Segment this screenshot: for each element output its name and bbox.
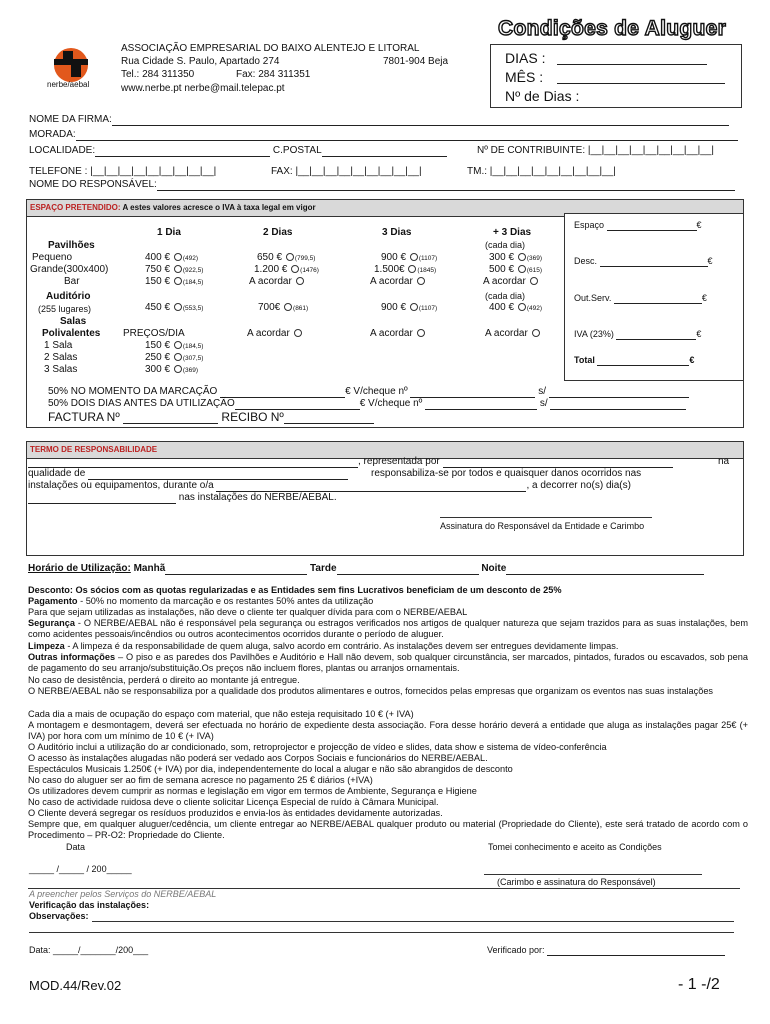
option-radio[interactable] <box>294 329 302 337</box>
summary-out: Out.Serv. € <box>574 293 707 303</box>
locality-label: LOCALIDADE: <box>29 145 96 156</box>
address-row <box>29 129 738 141</box>
postcode-field[interactable] <box>322 146 447 157</box>
firm-field[interactable] <box>112 115 729 126</box>
summary-total: Total € <box>574 355 695 365</box>
locality-row <box>29 145 447 157</box>
observations-line-1[interactable] <box>92 921 734 922</box>
cond-text: O acesso às instalações alugadas não poderá ser vedado aos Corpos Sociais e funcionários do NERBE/AEBAL. <box>28 753 488 763</box>
services-date[interactable]: Data: _____/_______/200___ <box>29 945 149 955</box>
option-radio[interactable] <box>286 253 294 261</box>
cond-text: Sempre que, em qualquer aluguer/cedência, um cliente entregar ao NERBE/AEBAL qualquer produto ou material (Propriedade do Cliente), este será tratado de acordo com o Procedimento – PR-O2: Propriedade do Cliente. <box>28 819 748 840</box>
pavilions-label: Pavilhões <box>48 240 95 251</box>
event-field[interactable] <box>216 481 526 492</box>
salas-price-label: PREÇOS/DIA <box>123 328 185 339</box>
security-text: Segurança - O NERBE/AEBAL não é responsável pela segurança ou estragos verificados nos artigos de qualquer natureza que sejam trazidos para as suas instalações, bem como acidentes pessoais/incêndios ou outros acontecimentos ocorridos durante o período de aluguer. <box>28 618 748 639</box>
org-web: www.nerbe.pt nerbe@mail.telepac.pt <box>121 83 285 94</box>
firm-row <box>29 114 729 126</box>
out-field[interactable] <box>614 293 702 304</box>
cheque-2-field[interactable] <box>425 399 537 410</box>
postcode-label: C.POSTAL <box>272 145 322 156</box>
afternoon-field[interactable] <box>337 564 479 575</box>
cond-text: No caso do aluguer ser ao fim de semana acresce no pagamento 25 € diários (+IVA) <box>28 775 373 785</box>
sala-price: 300 € (369) <box>145 364 198 375</box>
cond-text: Os utilizadores devem cumprir as normas e legislação em vigor em termos de Ambiente, Segurança e Higiene <box>28 786 477 796</box>
discount-text: Desconto: Os sócios com as quotas regularizadas e as Entidades sem fins Lucrativos beneficiam de um desconto de 25% <box>28 585 562 595</box>
option-radio[interactable] <box>410 253 418 261</box>
option-radio[interactable] <box>284 303 292 311</box>
pav-price: 1.200 € (1476) <box>254 264 319 275</box>
verified-by-field[interactable] <box>547 945 725 956</box>
responsible-field[interactable] <box>157 180 735 191</box>
salas-acordar: A acordar <box>485 328 541 340</box>
phone-field[interactable]: |__|__|__|__|__|__|__|__|__| <box>90 166 217 177</box>
col-1-day: 1 Dia <box>157 227 181 238</box>
phone-label: TELEFONE : <box>29 166 88 177</box>
nerbe-logo <box>45 45 105 90</box>
term-line-3: instalações ou equipamentos, durante o/a , a decorrer no(s) dia(s) <box>28 480 631 491</box>
sala-name: 3 Salas <box>44 364 78 375</box>
cond-text: A montagem e desmontagem, deverá ser efectuada no horário de expediente desta associação. Fora desse horário deverá a entidade que aluga as instalações pagar 25€ (+ IVA) por hora com um mínimo de 10 € (+ IVA) <box>28 720 748 741</box>
col-2-days: 2 Dias <box>263 227 293 238</box>
aud-more-sub: (cada dia) <box>485 291 526 301</box>
term-line-2b: responsabiliza-se por todos e quaisquer danos ocorridos nas <box>371 468 642 479</box>
signature-label: Assinatura do Responsável da Entidade e Carimbo <box>440 521 645 531</box>
aud-price: 400 € (492) <box>489 302 542 313</box>
sala-price: 150 € (184,5) <box>145 340 204 351</box>
mobile-label: TM.: <box>467 166 487 177</box>
term-line-1-end: na <box>718 456 730 467</box>
cond-text: No caso de actividade ruidosa deve o cliente solicitar Licença Especial de ruído à Câmara Municipal. <box>28 797 439 807</box>
invoice-row: FACTURA Nº RECIBO Nº <box>48 410 374 424</box>
num-dias-label: Nº de Dias : <box>505 88 580 104</box>
salas-label-1: Salas <box>60 316 87 327</box>
pav-price: A acordar <box>370 276 426 288</box>
cond-text: O Cliente deverá segregar os resíduos produzidos e envia-los às entidades devidamente autorizadas. <box>28 808 443 818</box>
sala-name: 2 Salas <box>44 352 78 363</box>
org-tel: Tel.: 284 311350 <box>121 69 195 80</box>
cond-text: Cada dia a mais de ocupação do espaço com material, que não esteja requisitado 10 € (+ IVA) <box>28 709 414 719</box>
pav-price: 1.500€ (1845) <box>374 264 437 275</box>
signature-line[interactable] <box>440 517 652 518</box>
page-number: - 1 -/2 <box>678 976 720 993</box>
salas-acordar: A acordar <box>370 328 426 340</box>
pav-price: 900 € (1107) <box>381 252 438 263</box>
cond-text: No caso de desistência, perderá o direito ao montante já entregue. <box>28 675 300 685</box>
pay-1-field[interactable] <box>220 387 345 398</box>
days-field[interactable] <box>28 493 176 504</box>
cheque-1-field[interactable] <box>410 387 535 398</box>
night-field[interactable] <box>506 564 704 575</box>
mobile-row <box>467 166 616 178</box>
pay-2-field[interactable] <box>235 399 360 410</box>
mes-label: MÊS : <box>505 69 544 85</box>
org-address: Rua Cidade S. Paulo, Apartado 274 <box>121 56 280 67</box>
option-radio[interactable] <box>417 329 425 337</box>
observations-line-2[interactable] <box>29 932 734 933</box>
other-info-text: Outras informações – O piso e as paredes dos Pavilhões e Auditório e Hall não devem, sob qualquer circunstância, ser marcados, pintados, furados ou escavados, sob pena de pagamento do seu arranjo/substituição.Os preços não incluem flores, plantas ou arranjos ornamentais. <box>28 652 748 673</box>
representative-field[interactable] <box>443 457 673 468</box>
org-postal: 7801-904 Beja <box>383 56 449 67</box>
aud-price: 700€ (861) <box>258 302 309 313</box>
col-3-days: 3 Dias <box>382 227 412 238</box>
phone-row <box>29 166 216 178</box>
address-field[interactable] <box>76 130 738 141</box>
date-blank[interactable]: _____ /_____ / 200_____ <box>29 864 132 874</box>
payment-2-row: 50% DOIS DIAS ANTES DA UTILIZAÇÃO € V/cheque nº s/ <box>48 398 686 410</box>
pav-price: 400 € (492) <box>145 252 198 263</box>
morning-field[interactable] <box>165 564 307 575</box>
payment-text: Pagamento - 50% no momento da marcação e os restantes 50% antes da utilização <box>28 596 374 606</box>
summary-box <box>564 213 744 381</box>
pav-price: A acordar <box>249 276 305 288</box>
space-heading: ESPAÇO PRETENDIDO: A estes valores acresce o IVA à taxa legal em vigor <box>27 200 743 217</box>
pav-row-name: Bar <box>64 276 80 287</box>
option-radio[interactable] <box>518 253 526 261</box>
payment-1-row: 50% NO MOMENTO DA MARCAÇÃO € V/cheque nº s/ <box>48 386 689 398</box>
option-radio[interactable] <box>518 303 526 311</box>
locality-field[interactable] <box>95 146 270 157</box>
summary-espaco: Espaço € <box>574 220 702 230</box>
option-radio[interactable] <box>174 341 182 349</box>
quality-field[interactable] <box>88 469 348 480</box>
cleaning-text: Limpeza - A limpeza é da responsabilidade de quem aluga, salvo acordo em contrário. As instalações devem ser entregues devidamente limpas. <box>28 641 619 651</box>
cond-text: O NERBE/AEBAL não se responsabiliza por a qualidade dos produtos alimentares e outros, fornecidos pelas empresas que organizam os eventos nas suas instalações <box>28 686 714 696</box>
s-1-field[interactable] <box>549 387 689 398</box>
pav-price: 500 € (615) <box>489 264 542 275</box>
data-label: Data <box>66 842 86 852</box>
iva-field[interactable] <box>616 329 696 340</box>
sala-name: 1 Sala <box>44 340 73 351</box>
option-radio[interactable] <box>532 329 540 337</box>
option-radio[interactable] <box>408 265 416 273</box>
pav-price: 150 € (184,5) <box>145 276 204 287</box>
pav-price: 300 € (369) <box>489 252 542 263</box>
mes-field[interactable] <box>557 83 725 84</box>
espaco-field[interactable] <box>607 220 697 231</box>
col-more-days: + 3 Dias <box>493 227 532 238</box>
dias-field[interactable] <box>557 64 707 65</box>
fax-field[interactable]: |__|__|__|__|__|__|__|__|__| <box>295 166 422 177</box>
fatura-field[interactable] <box>123 413 218 424</box>
option-radio[interactable] <box>417 277 425 285</box>
option-radio[interactable] <box>410 303 418 311</box>
verification-label: Verificação das instalações: <box>29 900 150 910</box>
auditorium-sub: (255 lugares) <box>38 304 92 314</box>
term-heading: TERMO DE RESPONSABILIDADE <box>27 442 743 459</box>
summary-desc: Desc. € <box>574 256 713 266</box>
desc-field[interactable] <box>600 256 708 267</box>
option-radio[interactable] <box>530 277 538 285</box>
pav-price: 650 € (799,5) <box>257 252 316 263</box>
responsible-label: NOME DO RESPONSÁVEL: <box>29 179 157 190</box>
cond-text: Espectáculos Musicais 1.250€ (+ IVA) por dia, independentemente do local a alugar e não são abrangidos de desconto <box>28 764 513 774</box>
summary-iva: IVA (23%) € <box>574 329 702 339</box>
observations-label: Observações: <box>29 911 89 921</box>
nif-row <box>477 145 714 157</box>
aud-price: 900 € (1107) <box>381 302 438 313</box>
total-field[interactable] <box>597 355 689 366</box>
term-line-4: nas instalações do NERBE/AEBAL. <box>28 492 337 504</box>
option-radio[interactable] <box>518 265 526 273</box>
option-radio[interactable] <box>174 253 182 261</box>
aud-price: 450 € (553,5) <box>145 302 204 313</box>
salas-label-2: Polivalentes <box>42 328 101 339</box>
responsible-row <box>29 179 735 191</box>
option-radio[interactable] <box>174 265 182 273</box>
salas-acordar: A acordar <box>247 328 303 340</box>
firm-label: NOME DA FIRMA: <box>29 114 112 125</box>
document-title: Condições de Aluguer <box>498 17 727 40</box>
option-radio[interactable] <box>174 365 182 373</box>
mobile-field[interactable]: |__|__|__|__|__|__|__|__|__| <box>489 166 616 177</box>
nif-label: Nº DE CONTRIBUINTE: <box>477 145 586 156</box>
fax-label: FAX: <box>271 166 293 177</box>
address-label: MORADA: <box>29 129 76 140</box>
pav-row-name: Pequeno <box>32 252 73 263</box>
option-radio[interactable] <box>174 303 182 311</box>
pav-price: A acordar <box>483 276 539 288</box>
services-note: A preencher pelos Serviços do NERBE/AEBAL <box>29 889 217 899</box>
form-code: MOD.44/Rev.02 <box>29 978 122 993</box>
option-radio[interactable] <box>174 277 182 285</box>
option-radio[interactable] <box>174 353 182 361</box>
org-fax: Fax: 284 311351 <box>236 69 311 80</box>
org-name: ASSOCIAÇÃO EMPRESARIAL DO BAIXO ALENTEJO E LITORAL <box>121 43 420 54</box>
dates-box <box>490 44 742 108</box>
pav-row-name: Grande(300x400) <box>30 264 109 275</box>
cond-text: O Auditório inclui a utilização do ar condicionado, som, retroprojector e projecção de vídeo e slides, data show e sistema de vídeo-conferência <box>28 742 607 752</box>
dias-label: DIAS : <box>505 50 546 66</box>
cond-text: Para que sejam utilizadas as instalações, não deve o cliente ter qualquer dívida para com o NERBE/AEBAL <box>28 607 468 617</box>
aware-label: Tomei conhecimento e aceito as Condições <box>488 842 662 852</box>
verified-by-row: Verificado por: <box>487 945 725 956</box>
term-line-1: , representada por <box>28 456 673 468</box>
sala-price: 250 € (307,5) <box>145 352 204 363</box>
stamp-label: (Carimbo e assinatura do Responsável) <box>497 877 656 887</box>
col-more-days-sub: (cada dia) <box>485 240 526 250</box>
stamp-line[interactable] <box>484 874 702 875</box>
schedule-row: Horário de Utilização: Manhã Tarde Noite <box>28 563 704 575</box>
recibo-field[interactable] <box>284 413 374 424</box>
nif-field[interactable]: |__|__|__|__|__|__|__|__|__| <box>587 145 714 156</box>
term-line-2: qualidade de <box>28 468 348 480</box>
option-radio[interactable] <box>296 277 304 285</box>
option-radio[interactable] <box>291 265 299 273</box>
auditorium-label: Auditório <box>46 291 91 302</box>
pav-price: 750 € (922,5) <box>145 264 204 275</box>
entity-field[interactable] <box>28 457 358 468</box>
fax-row <box>271 166 422 178</box>
logo-text: nerbe/aebal <box>47 80 90 89</box>
s-2-field[interactable] <box>550 399 686 410</box>
